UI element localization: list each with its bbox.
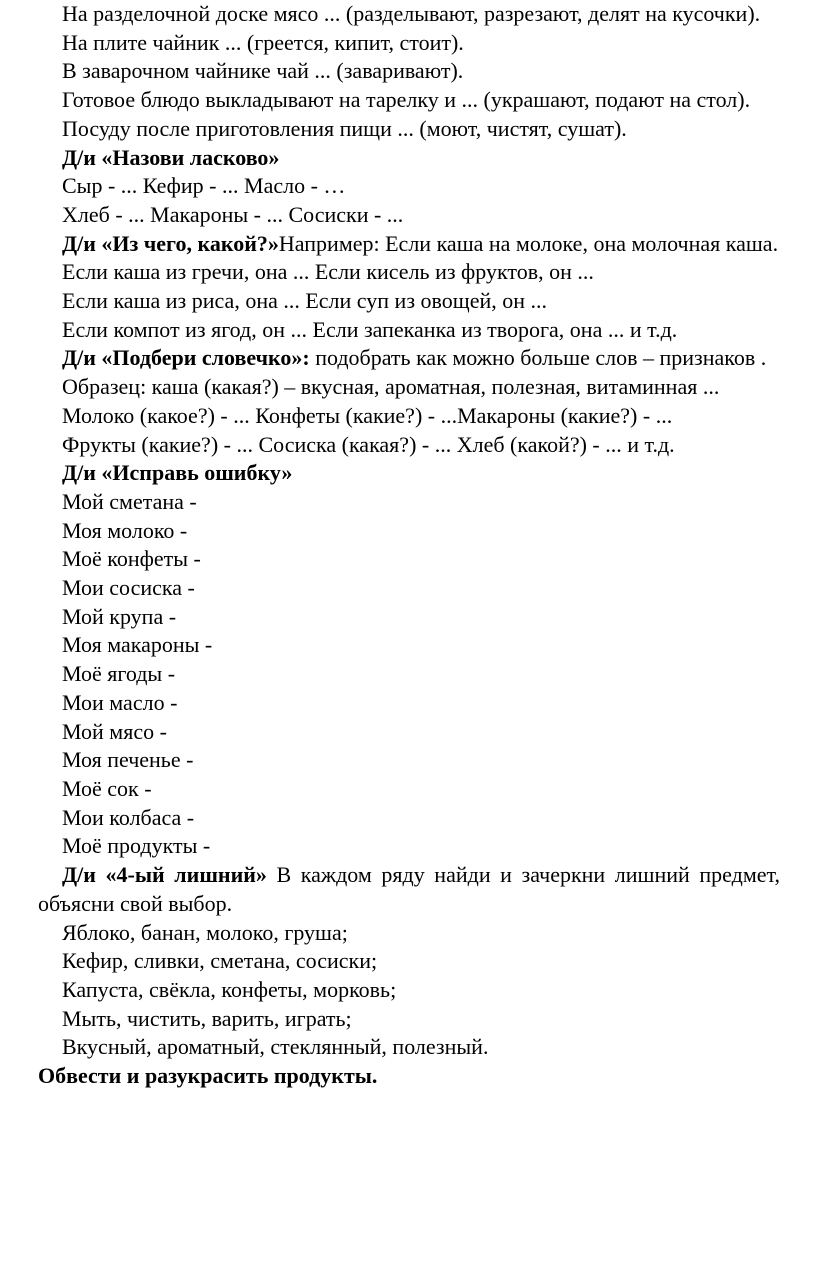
- game-heading-nazovi-laskovo: Д/и «Назови ласково»: [62, 144, 280, 170]
- list-item: Мои масло -: [62, 689, 178, 715]
- paragraph: На разделочной доске мясо ... (разделывают, разрезают, делят на кусочки).: [62, 1, 761, 26]
- list-item: Мыть, чистить, варить, играть;: [62, 1005, 352, 1031]
- game-heading-podberi-slovechko: Д/и «Подбери словечко»: подобрать как можно больше слов – признаков .: [62, 345, 767, 371]
- list-item: Мой мясо -: [62, 718, 167, 744]
- paragraph: Сыр - ... Кефир - ... Масло - …: [62, 173, 346, 199]
- list-item: Мой крупа -: [62, 603, 177, 629]
- paragraph: Посуду после приготовления пищи ... (моют, чистят, сушат).: [62, 115, 627, 141]
- paragraph: Если каша из гречи, она ... Если кисель из фруктов, он ...: [62, 259, 594, 285]
- list-item: Вкусный, ароматный, стеклянный, полезный.: [62, 1034, 489, 1060]
- list-item: Моё продукты -: [62, 833, 211, 859]
- list-item: Мои сосиска -: [62, 575, 195, 601]
- list-item: Капуста, свёкла, конфеты, морковь;: [62, 976, 397, 1002]
- list-item: Мои колбаса -: [62, 804, 195, 830]
- paragraph: Хлеб - ... Макароны - ... Сосиски - ...: [62, 201, 404, 227]
- paragraph: Фрукты (какие?) - ... Сосиска (какая?) - ... Хлеб (какой?) - ... и т.д.: [62, 431, 675, 457]
- list-item: Моя макароны -: [62, 632, 213, 658]
- final-instruction: Обвести и разукрасить продукты.: [38, 1063, 378, 1089]
- paragraph: Молоко (какое?) - ... Конфеты (какие?) - ...Макароны (какие?) - ...: [62, 402, 673, 428]
- list-item: Мой сметана -: [62, 488, 197, 514]
- list-item: Моя молоко -: [62, 517, 188, 543]
- document-page: [38, 0, 780, 1091]
- game-heading-iz-chego: Д/и «Из чего, какой?»Например: Если каша на молоке, она молочная каша.: [62, 230, 779, 256]
- paragraph: Если компот из ягод, он ... Если запеканка из творога, она ... и т.д.: [62, 316, 678, 342]
- paragraph: В заварочном чайнике чай ... (заваривают).: [62, 58, 464, 84]
- paragraph: Образец: каша (какая?) – вкусная, ароматная, полезная, витаминная ...: [62, 374, 720, 400]
- game-heading-ispravi-oshibku: Д/и «Исправь ошибку»: [62, 460, 293, 486]
- game-heading-4-lishniy: Д/и «4-ый лишний» В каждом ряду найди и зачеркни лишний предмет, объясни свой выбор.: [38, 862, 780, 916]
- paragraph: Если каша из риса, она ... Если суп из овощей, он ...: [62, 288, 548, 314]
- list-item: Моё ягоды -: [62, 661, 176, 687]
- list-item: Кефир, сливки, сметана, сосиски;: [62, 948, 378, 974]
- list-item: Яблоко, банан, молоко, груша;: [62, 919, 348, 945]
- list-item: Моё конфеты -: [62, 546, 201, 572]
- list-item: Моё сок -: [62, 775, 152, 801]
- paragraph: Готовое блюдо выкладывают на тарелку и ... (украшают, подают на стол).: [62, 87, 751, 113]
- list-item: Моя печенье -: [62, 747, 194, 773]
- paragraph: На плите чайник ... (греется, кипит, стоит).: [62, 29, 464, 55]
